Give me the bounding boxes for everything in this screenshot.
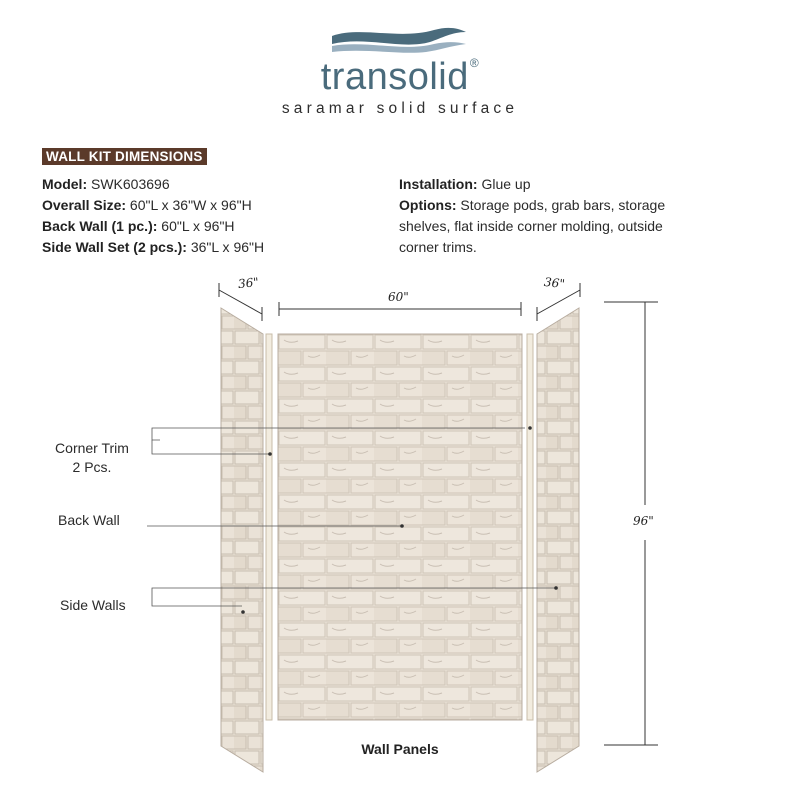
spec-back-wall: Back Wall (1 pc.): 60"L x 96"H [42,218,235,234]
left-corner-trim [266,334,272,720]
dim-label-back: 60" [388,290,409,304]
back-wall-panel [278,334,522,720]
dim-line-back [279,302,521,316]
spec-options: Options: Storage pods, grab bars, storage shelves, flat inside corner molding, outside corner trims. [399,197,666,255]
right-side-wall-panel [537,308,579,772]
spec-section-title: WALL KIT DIMENSIONS [42,148,207,165]
callout-corner-trim [40,440,144,475]
dim-label-left: 36" [237,274,260,292]
callout-side-walls: Side Walls [60,597,126,613]
callout-back-wall: Back Wall [58,512,120,528]
brand-logo-text: transolid® [320,56,480,98]
diagram-caption: Wall Panels [361,741,439,757]
spec-model: Model: SWK603696 [42,176,170,192]
spec-overall-size: Overall Size: 60"L x 36"W x 96"H [42,197,252,213]
dim-label-height: 96" [633,514,654,528]
spec-installation: Installation: Glue up [399,176,531,192]
callout-corner-trim-line1: Corner Trim [55,440,129,456]
callout-corner-trim-line2: 2 Pcs. [72,459,112,475]
left-side-wall-panel [221,308,263,772]
right-corner-trim [527,334,533,720]
spec-side-wall-set: Side Wall Set (2 pcs.): 36"L x 96"H [42,239,265,255]
brand-tagline: saramar solid surface [281,100,519,117]
dim-label-right: 36" [543,274,566,292]
